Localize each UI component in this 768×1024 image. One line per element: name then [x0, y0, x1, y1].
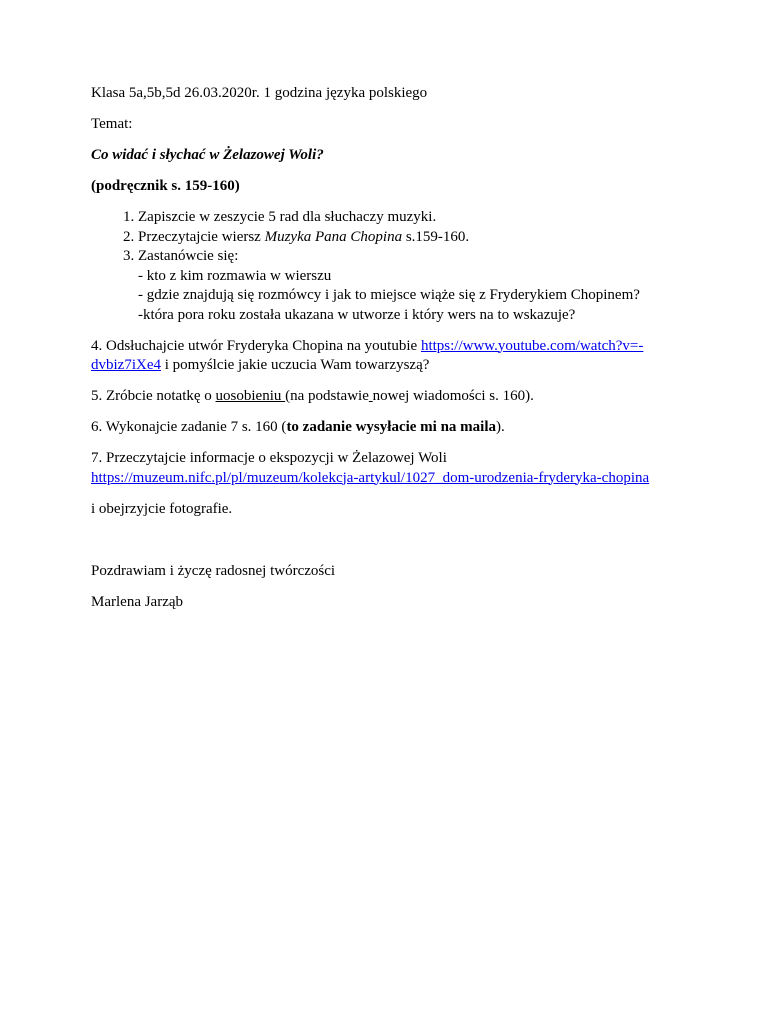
task-7-text: 7. Przeczytajcie informacje o ekspozycji w Żelazowej Woli — [91, 450, 447, 466]
task-item-3-sub-3: -która pora roku została ukazana w utworze i który wers na to wskazuje? — [138, 306, 576, 323]
task-5-after: nowej wiadomości s. 160). — [372, 388, 534, 404]
document-page — [91, 84, 681, 624]
task-list — [91, 208, 681, 325]
task-item-3 — [138, 247, 681, 325]
poem-title: Muzyka Pana Chopina — [264, 228, 403, 245]
topic-title: Co widać i słychać w Żelazowej Woli? — [91, 147, 324, 163]
task-item-1-text: Zapiszcie w zeszycie 5 rad dla słuchaczy muzyki. — [138, 209, 437, 225]
task-4 — [91, 337, 681, 376]
task-7-after: i obejrzyjcie fotografie. — [91, 500, 233, 517]
task-item-2-after: s.159-160. — [402, 228, 470, 245]
task-6 — [91, 418, 681, 438]
task-5-before: 5. Zróbcie notatkę o — [91, 388, 216, 404]
task-4-after: i pomyślcie jakie uczucia Wam towarzyszą? — [160, 357, 430, 373]
youtube-link[interactable]: https://www.youtube.com/watch?v=-dvbiz7iXe4 — [91, 337, 644, 373]
task-6-bold: to zadanie wysyłacie mi na maila — [286, 419, 497, 435]
task-7 — [91, 449, 681, 488]
textbook-reference: (podręcznik s. 159-160) — [91, 178, 240, 194]
task-item-3-text: 3. Zastanówcie się: — [138, 248, 239, 264]
task-item-3-sub-1: - kto z kim rozmawia w wierszu — [138, 267, 332, 284]
underlined-term: uosobieniu — [215, 388, 286, 404]
task-5-middle: (na podstawie — [285, 388, 369, 404]
task-5 — [91, 387, 681, 407]
task-item-2 — [138, 228, 681, 248]
topic-label: Temat: — [91, 116, 133, 132]
spacer — [91, 531, 681, 562]
closing-line: Pozdrawiam i życzę radosnej twórczości — [91, 562, 336, 579]
header-line: Klasa 5a,5b,5d 26.03.2020r. 1 godzina języka polskiego — [91, 85, 428, 101]
signature: Marlena Jarząb — [91, 593, 184, 610]
task-6-before: 6. Wykonajcie zadanie 7 s. 160 ( — [91, 419, 287, 435]
task-6-after: ). — [496, 419, 505, 435]
task-item-2-before: Przeczytajcie wiersz — [138, 228, 265, 245]
task-4-before: 4. Odsłuchajcie utwór Fryderyka Chopina na youtubie — [91, 337, 421, 354]
task-item-3-sub-2: - gdzie znajdują się rozmówcy i jak to miejsce wiąże się z Fryderykiem Chopinem? — [138, 287, 640, 303]
task-item-1 — [138, 208, 681, 228]
museum-link[interactable]: https://muzeum.nifc.pl/pl/muzeum/kolekcja-artykul/1027_dom-urodzenia-fryderyka-chopina — [91, 469, 650, 486]
